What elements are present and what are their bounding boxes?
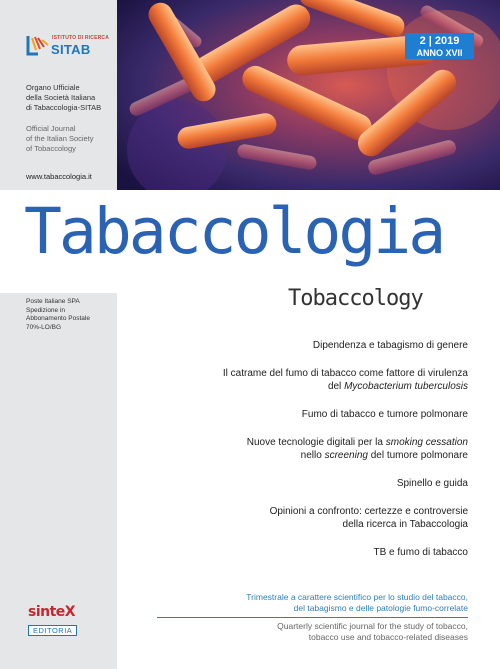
sitab-logo (26, 34, 110, 62)
official-line: Official Journal (26, 124, 76, 133)
organo-ufficiale-text (26, 83, 101, 113)
official-line: of Tobaccology (26, 144, 76, 153)
hero-bacteria-image (117, 0, 500, 190)
postal-line: Spedizione in (26, 306, 66, 314)
sintex-publisher-logo (28, 605, 92, 635)
website-link[interactable]: www.tabaccologia.it (26, 172, 92, 181)
toc-italic-text: smoking cessation (385, 437, 468, 448)
toc-item[interactable] (138, 408, 468, 421)
postal-line: Poste Italiane SPA (26, 298, 80, 305)
toc-text: del tumore polmonare (367, 450, 468, 461)
toc-item[interactable] (138, 367, 468, 393)
toc-italic-text: Mycobacterium tuberculosis (344, 381, 468, 392)
logo-name: SITAB (51, 42, 91, 57)
footer-line-text: Trimestrale a carattere scientifico per lo studio del tabacco, (246, 592, 468, 602)
toc-text: Spinello e guida (396, 478, 468, 489)
publisher-sub: EDITORIA (28, 625, 77, 636)
toc-text: del (327, 381, 345, 392)
toc-text: Opinioni a confronto: certezze e controversie (269, 506, 468, 517)
official-line: of the Italian Society (26, 134, 94, 143)
masthead-subtitle: Tobaccology (288, 286, 423, 311)
official-journal-text (26, 124, 94, 154)
organo-line: Organo Ufficiale (26, 83, 80, 92)
toc-item[interactable] (138, 339, 468, 352)
toc-item[interactable] (138, 436, 468, 462)
sitab-logo-mark-icon (26, 34, 50, 58)
toc-text: nello (300, 450, 325, 461)
footer-english-description (148, 621, 468, 642)
footer-line-text: Quarterly scientific journal for the study of tobacco, (277, 621, 468, 631)
toc-italic-text: screening (324, 450, 368, 461)
toc-item[interactable] (138, 477, 468, 490)
toc-text: della ricerca in Tabaccologia (342, 519, 468, 530)
toc-text: TB e fumo di tabacco (373, 547, 468, 558)
sidebar-info-panel (0, 0, 117, 190)
masthead-title: Tabaccologia (24, 195, 444, 268)
issue-number: 2 | 2019 (419, 35, 460, 47)
table-of-contents (138, 339, 468, 574)
footer-italian-description (148, 592, 468, 613)
publisher-name: sinteX (28, 604, 76, 620)
organo-line: della Società Italiana (26, 93, 96, 102)
postal-line: Abbonamento Postale (26, 315, 90, 322)
postal-info (26, 298, 90, 332)
issue-volume: ANNO XVII (416, 48, 463, 58)
toc-text: Il catrame del fumo di tabacco come fattore di virulenza (222, 368, 468, 379)
footer-line-text: del tabagismo e delle patologie fumo-correlate (293, 602, 468, 613)
logo-subtitle: ISTITUTO DI RICERCA (52, 35, 110, 41)
organo-line: di Tabaccologia-SITAB (26, 103, 102, 112)
toc-text: Fumo di tabacco e tumore polmonare (301, 409, 468, 420)
toc-text: Dipendenza e tabagismo di genere (312, 340, 468, 351)
toc-item[interactable] (138, 546, 468, 559)
toc-text: Nuove tecnologie digitali per la (246, 437, 386, 448)
footer-line-text: tobacco use and tobacco-related diseases (308, 631, 468, 642)
issue-badge (405, 33, 474, 59)
bacteria-illustration-icon (117, 0, 500, 190)
postal-line: 70%-LO/BG (26, 323, 62, 331)
footer-divider (157, 617, 468, 618)
toc-item[interactable] (138, 505, 468, 531)
